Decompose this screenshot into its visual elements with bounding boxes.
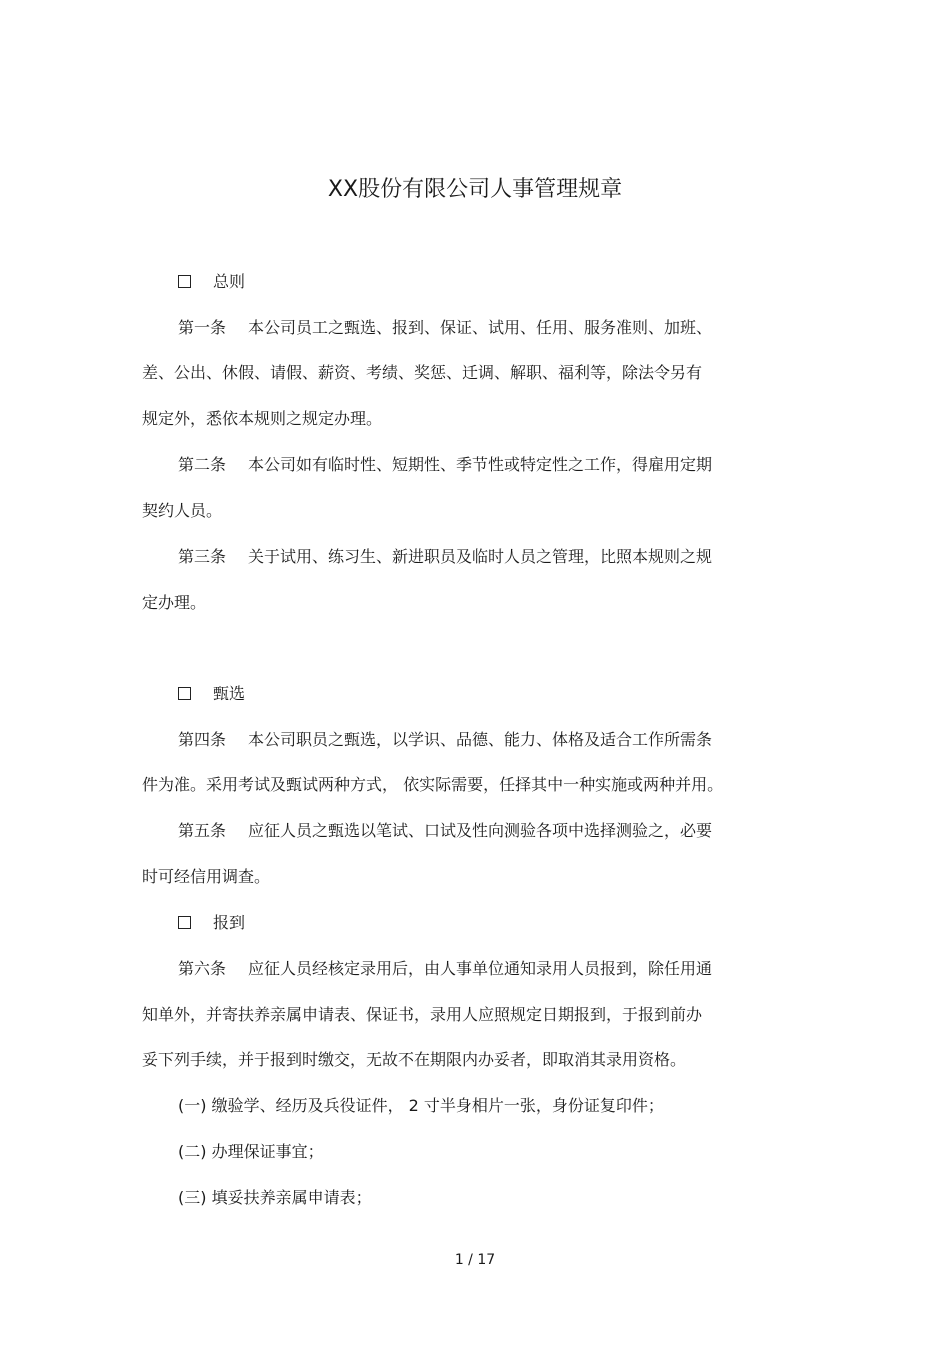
article-number: 第五条: [178, 821, 227, 840]
article-5-line-2: 时可经信用调查。: [142, 867, 271, 886]
article-3-line-2: 定办理。: [142, 593, 207, 612]
article-1-line-1: [178, 316, 712, 340]
section-heading-report: [178, 911, 245, 935]
article-number: 第三条: [178, 547, 227, 566]
article-number: 第六条: [178, 959, 227, 978]
document-title: XX股份有限公司人事管理规章: [327, 177, 623, 202]
section-heading-general: [178, 270, 245, 294]
article-text: 本公司员工之甄选、报到、保证、试用、任用、服务准则、加班、: [248, 318, 713, 337]
section-heading-label: 总则: [213, 272, 246, 291]
article-1-line-3: 规定外，悉依本规则之规定办理。: [142, 409, 383, 428]
article-6-line-1: [178, 957, 712, 981]
article-6-line-3: 妥下列手续，并于报到时缴交，无故不在期限内办妥者，即取消其录用资格。: [142, 1050, 687, 1069]
article-number: 第二条: [178, 455, 227, 474]
article-text: 本公司如有临时性、短期性、季节性或特定性之工作，得雇用定期: [248, 455, 713, 474]
article-number: 第四条: [178, 730, 227, 749]
article-text: 本公司职员之甄选，以学识、品德、能力、体格及适合工作所需条: [248, 730, 713, 749]
article-4-line-2: 件为准。采用考试及甄试两种方式， 依实际需要，任择其中一种实施或两种并用。: [142, 775, 724, 794]
article-text: 应征人员之甄选以笔试、口试及性向测验各项中选择测验之，必要: [248, 821, 713, 840]
section-heading-selection: [178, 682, 245, 706]
section-heading-label: 报到: [213, 913, 246, 932]
article-2-line-1: [178, 453, 712, 477]
article-5-line-1: [178, 819, 712, 843]
list-item: (一) 缴验学、经历及兵役证件， 2 寸半身相片一张，身份证复印件；: [178, 1096, 664, 1115]
list-item: (三) 填妥扶养亲属申请表；: [178, 1188, 372, 1207]
article-text: 关于试用、练习生、新进职员及临时人员之管理，比照本规则之规: [248, 547, 713, 566]
article-2-line-2: 契约人员。: [142, 501, 223, 520]
article-1-line-2: 差、公出、休假、请假、薪资、考绩、奖惩、迁调、解职、福利等，除法令另有: [142, 363, 703, 382]
article-3-line-1: [178, 545, 712, 569]
page-number: 1 / 17: [454, 1252, 496, 1268]
checkbox-square-icon: [178, 275, 191, 288]
article-4-line-1: [178, 728, 712, 752]
article-6-line-2: 知单外，并寄扶养亲属申请表、保证书，录用人应照规定日期报到，于报到前办: [142, 1005, 703, 1024]
checkbox-square-icon: [178, 687, 191, 700]
article-text: 应征人员经核定录用后，由人事单位通知录用人员报到，除任用通: [248, 959, 713, 978]
section-heading-label: 甄选: [213, 684, 246, 703]
article-number: 第一条: [178, 318, 227, 337]
checkbox-square-icon: [178, 916, 191, 929]
list-item: (二) 办理保证事宜；: [178, 1142, 324, 1161]
